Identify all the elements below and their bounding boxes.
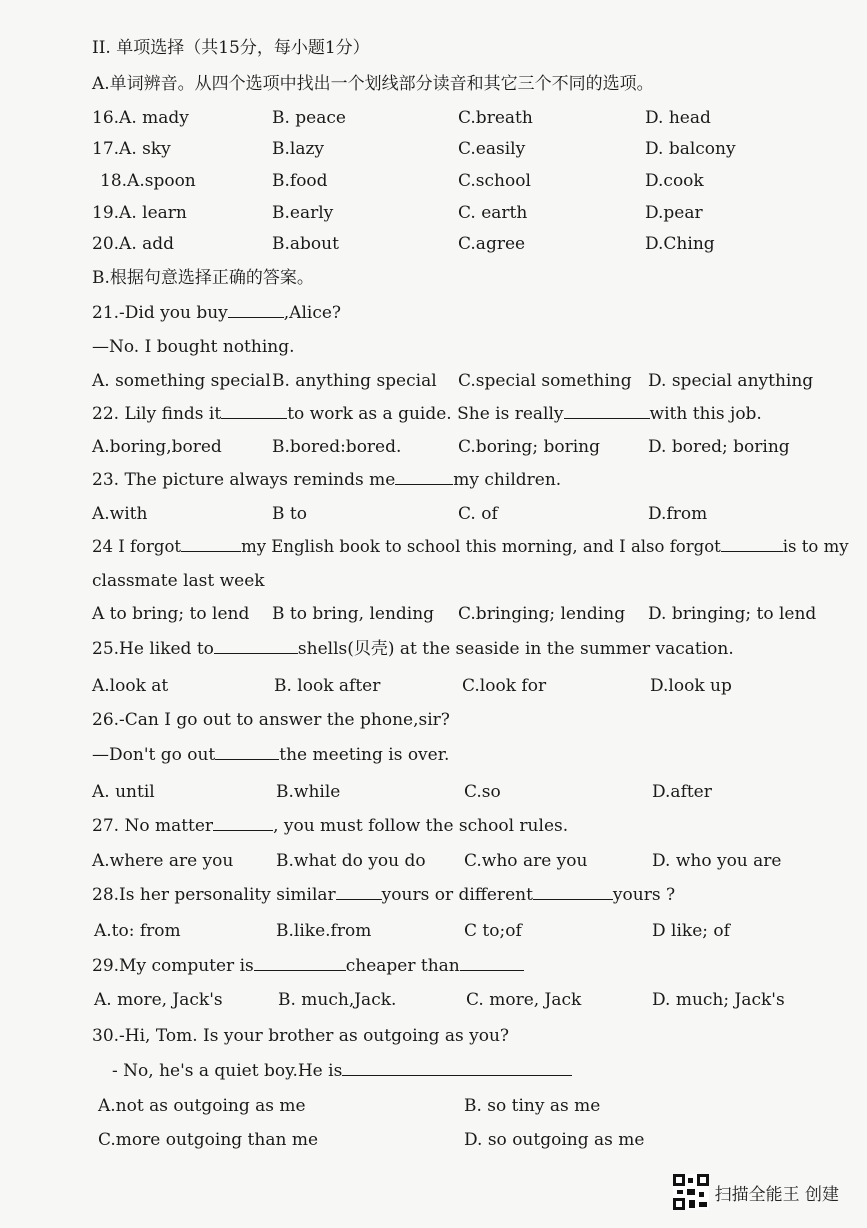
- answer-blank: [336, 885, 382, 900]
- option-b: B.early: [272, 203, 334, 223]
- option-c: C.breath: [458, 108, 533, 128]
- option-a: A.boring,bored: [92, 437, 222, 457]
- question-text: 29.My computer is: [92, 956, 254, 976]
- option-a: A. more, Jack's: [94, 990, 223, 1010]
- question-text: —Don't go out: [92, 745, 216, 765]
- answer-blank: [254, 956, 346, 971]
- question-30-reply: [112, 1061, 572, 1081]
- option-a: A. learn: [119, 203, 187, 223]
- question-26-reply: [92, 745, 449, 765]
- question-text: shells(贝壳) at the seaside in the summer vacation.: [297, 639, 734, 659]
- option-d: D. special anything: [648, 371, 814, 391]
- option-d: D. head: [645, 108, 711, 128]
- question-number: 20.: [92, 234, 120, 254]
- question-text: my English book to school this morning, and I also forgot: [241, 537, 721, 556]
- option-a: A. mady: [119, 108, 189, 128]
- question-text: is to my: [782, 537, 849, 556]
- option-c: C to;of: [464, 921, 522, 941]
- option-b: B. so tiny as me: [464, 1096, 601, 1116]
- option-b: B. peace: [272, 108, 346, 128]
- part-a-title: A.单词辨音。从四个选项中找出一个划线部分读音和其它三个不同的选项。: [92, 74, 654, 94]
- option-c: C. more, Jack: [466, 990, 582, 1010]
- question-29: [92, 956, 524, 976]
- question-21: [92, 303, 341, 323]
- question-28: [92, 885, 675, 905]
- question-22: [92, 404, 762, 424]
- question-text: the meeting is over.: [279, 745, 450, 765]
- answer-blank: [533, 885, 613, 900]
- option-c: C.more outgoing than me: [98, 1130, 319, 1150]
- option-c: C.easily: [458, 139, 526, 159]
- answer-blank: [181, 537, 241, 552]
- option-d: D.cook: [645, 171, 704, 191]
- option-b: B.lazy: [272, 139, 325, 159]
- question-text: 21.-Did you buy: [92, 303, 228, 323]
- option-a: A.spoon: [127, 171, 196, 191]
- question-number: 16.: [92, 108, 120, 128]
- answer-blank: [228, 303, 284, 318]
- question-text: , you must follow the school rules.: [273, 816, 569, 836]
- answer-blank: [342, 1061, 572, 1076]
- section-title: II. 单项选择（共15分，每小题1分）: [92, 38, 370, 58]
- question-text: my children.: [453, 470, 562, 490]
- option-b: B to: [272, 504, 307, 524]
- question-text: cheaper than: [345, 956, 460, 976]
- option-b: B.food: [272, 171, 328, 191]
- answer-blank: [460, 956, 524, 971]
- question-text: 28.Is her personality similar: [92, 885, 336, 905]
- option-d: D. bored; boring: [648, 437, 790, 457]
- option-c: C. earth: [458, 203, 528, 223]
- question-text: - No, he's a quiet boy.He is: [112, 1061, 343, 1081]
- question-text: 24 I forgot: [92, 537, 182, 556]
- option-b: B.bored:bored.: [272, 437, 402, 457]
- answer-blank: [214, 639, 298, 654]
- option-c: C.school: [458, 171, 531, 191]
- option-c: C.look for: [462, 676, 547, 696]
- option-b: B.like.from: [276, 921, 372, 941]
- question-text: 25.He liked to: [92, 639, 214, 659]
- option-b: B. much,Jack.: [278, 990, 397, 1010]
- question-text: to work as a guide. She is really: [287, 404, 564, 424]
- option-c: C.who are you: [464, 851, 588, 871]
- option-b: B.what do you do: [276, 851, 426, 871]
- option-c: C.so: [464, 782, 501, 802]
- scanner-watermark: [673, 1174, 839, 1210]
- qr-code-icon: [673, 1174, 709, 1210]
- option-a: A.with: [92, 504, 148, 524]
- part-b-title: B.根据句意选择正确的答案。: [92, 268, 314, 288]
- option-d: D.from: [648, 504, 708, 524]
- answer-blank: [721, 537, 783, 552]
- question-text: yours or different: [381, 885, 533, 905]
- option-d: D. much; Jack's: [652, 990, 785, 1010]
- option-d: D. bringing; to lend: [648, 604, 817, 624]
- option-d: D. balcony: [645, 139, 736, 159]
- option-d: D like; of: [652, 921, 730, 941]
- option-a: A.to: from: [94, 921, 181, 941]
- answer-blank: [395, 470, 453, 485]
- question-30: 30.-Hi, Tom. Is your brother as outgoing as you?: [92, 1026, 510, 1046]
- option-d: D.pear: [645, 203, 703, 223]
- option-b: B.while: [276, 782, 341, 802]
- scanner-label: 扫描全能王 创建: [714, 1184, 839, 1205]
- question-number: 19.: [92, 203, 120, 223]
- question-text: ,Alice?: [283, 303, 342, 323]
- question-21-reply: —No. I bought nothing.: [92, 337, 295, 357]
- question-text: yours ?: [612, 885, 676, 905]
- option-b: B. anything special: [272, 371, 437, 391]
- option-d: D.Ching: [645, 234, 715, 254]
- option-c: C.bringing; lending: [458, 604, 626, 624]
- option-a: A. something special: [92, 371, 271, 391]
- option-c: C.agree: [458, 234, 526, 254]
- question-text: 23. The picture always reminds me: [92, 470, 396, 490]
- question-24: [92, 537, 849, 557]
- option-c: C.boring; boring: [458, 437, 600, 457]
- question-number: 18.: [100, 171, 128, 191]
- question-23: [92, 470, 561, 490]
- option-d: D.after: [652, 782, 712, 802]
- option-d: D. so outgoing as me: [464, 1130, 645, 1150]
- option-d: D.look up: [650, 676, 732, 696]
- question-text: 27. No matter: [92, 816, 214, 836]
- option-a: A. add: [119, 234, 175, 254]
- option-b: B. look after: [274, 676, 381, 696]
- question-number: 17.: [92, 139, 120, 159]
- option-c: C. of: [458, 504, 498, 524]
- question-25: [92, 639, 734, 659]
- answer-blank: [221, 404, 287, 419]
- question-27: [92, 816, 568, 836]
- answer-blank: [213, 816, 273, 831]
- option-a: A.not as outgoing as me: [98, 1096, 306, 1116]
- option-c: C.special something: [458, 371, 632, 391]
- answer-blank: [215, 745, 279, 760]
- question-26: 26.-Can I go out to answer the phone,sir?: [92, 710, 450, 730]
- answer-blank: [564, 404, 650, 419]
- option-a: A. sky: [119, 139, 171, 159]
- question-text: with this job.: [649, 404, 762, 424]
- option-d: D. who you are: [652, 851, 782, 871]
- option-a: A. until: [92, 782, 155, 802]
- option-a: A.where are you: [92, 851, 234, 871]
- option-b: B to bring, lending: [272, 604, 435, 624]
- option-b: B.about: [272, 234, 339, 254]
- question-24-cont: classmate last week: [92, 571, 265, 591]
- option-a: A to bring; to lend: [92, 604, 250, 624]
- question-text: 22. Lily finds it: [92, 404, 222, 424]
- option-a: A.look at: [92, 676, 169, 696]
